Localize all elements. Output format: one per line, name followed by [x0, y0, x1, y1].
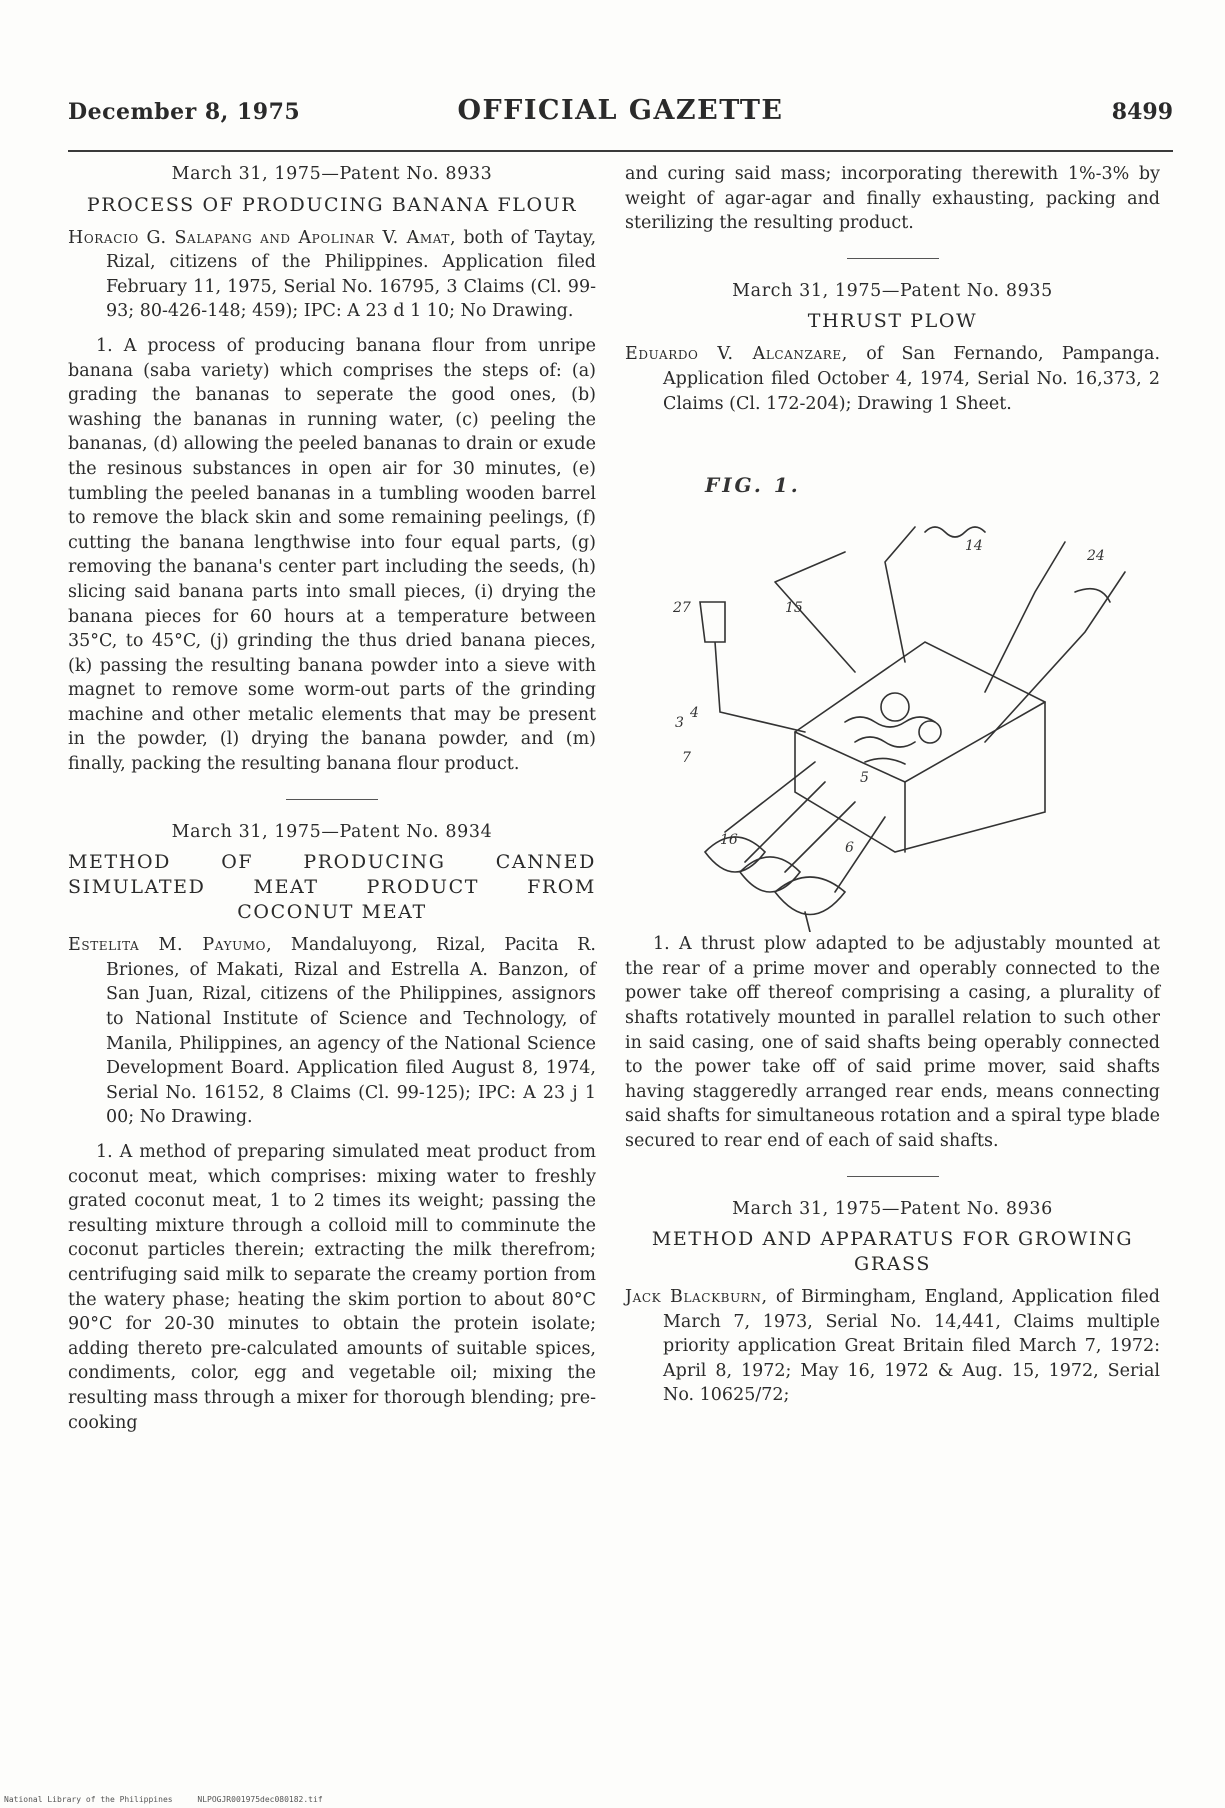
ref-numeral: 6	[845, 840, 854, 857]
patent-claim: 1. A method of preparing simulated meat product from coconut meat, which comprises: mixing water to freshly grated coconut meat, 1 to 2 times its weight; passing the resulting mixture through a colloid mill to comminute the coconut particles therein; extracting the milk therefrom; centrifuging said milk to separate the creamy portion from the watery phase; heating the skim portion to about 80°C 90°C for 20-30 minutes to obtain the protein isolate; adding thereto pre-calculated amounts of suitable spices, condiments, color, egg and vegetable oil; mixing the resulting mass through a mixer for thorough blending; pre-cooking	[68, 1142, 596, 1433]
patent-inventors: Horacio G. Salapang and Apolinar V. Amat,	[68, 227, 457, 248]
patent-details: of San Fernando, Pampanga. Application filed October 4, 1974, Serial No. 16,373, 2 Claims (Cl. 172-204); Drawing 1 Sheet.	[663, 344, 1161, 414]
arm-center	[885, 527, 915, 662]
patent-inventors: Jack Blackburn,	[625, 1287, 768, 1308]
footer-source: National Library of the Philippines	[4, 1795, 173, 1804]
ref-numeral: 4	[690, 705, 699, 722]
patent-8934	[68, 820, 596, 1435]
spring	[925, 527, 985, 537]
patent-meta	[625, 1285, 1160, 1408]
patent-date-line: March 31, 1975—Patent No. 8933	[171, 164, 493, 184]
patent-meta	[68, 933, 596, 1130]
ref-numeral: 15	[785, 600, 803, 617]
thrust-plow-drawing	[625, 432, 1160, 932]
patent-details: both of Taytay, Rizal, citizens of the Philippines. Application filed February 11, 1975, Serial No. 16795, 3 Claims (Cl. 99-93; 80-426-148; 459); IPC: A 23 d 1 10; No Drawing.	[106, 227, 597, 322]
patent-details: Mandaluyong, Rizal, Pacita R. Briones, of Makati, Rizal and Estrella A. Banzon, of San Juan, Rizal, citizens of the Philippines, assignors to National Institute of Science and Technology, of Manila, Philippines, an agency of the National Science Development Board. Application filed August 8, 1974, Serial No. 16152, 8 Claims (Cl. 99-125); IPC: A 23 j 1 00; No Drawing.	[106, 935, 596, 1128]
issue-date: December 8, 1975	[68, 99, 301, 125]
arm-far-right	[985, 572, 1125, 742]
patent-details: of Birmingham, England, Application filed March 7, 1973, Serial No. 14,441, Claims multiple priority application Great Britain filed March 7, 1972: April 8, 1972; May 16, 1972 & Aug. 15, 1972, Serial No. 10625/72;	[663, 1287, 1160, 1406]
shaft-1	[745, 782, 825, 862]
patent-claim: 1. A process of producing banana flour from unripe banana (saba variety) which comprises the steps of: (a) grading the bananas to seperate the good ones, (b) washing the bananas in running water, (c) peeling the bananas, (d) allowing the peeled bananas to drain or exude the resinous substances in open air for 30 minutes, (e) tumbling the peeled bananas in a tumbling wooden barrel to remove the black skin and some remaining peelings, (f) cutting the banana lengthwise into four equal parts, (g) removing the banana's center part including the seeds, (h) slicing said banana parts into small pieces, (i) drying the banana pieces for 60 hours at a temperature between 35°C, to 45°C, (j) grinding the thus dried banana pieces, (k) passing the resulting banana powder into a sieve with magnet to remove some worm-out parts of the grinding machine and other metalic elements that may be present in the powder, (l) drying the banana powder, and (m) finally, packing the resulting banana flour product.	[68, 335, 596, 775]
gear-circle	[881, 693, 909, 721]
blade-3	[775, 877, 845, 915]
blade-2	[740, 857, 800, 892]
left-column	[68, 162, 596, 1435]
patent-meta	[68, 226, 596, 324]
page-number: 8499	[1111, 99, 1173, 125]
shaft-4	[725, 762, 815, 832]
patent-figure	[625, 432, 1160, 932]
patent-title: METHOD AND APPARATUS FOR GROWING GRASS	[651, 1228, 1134, 1276]
patent-8936	[625, 1197, 1160, 1409]
publication-title: OFFICIAL GAZETTE	[457, 95, 784, 126]
ref-numeral: 3	[675, 715, 684, 732]
ref-numeral: 14	[965, 538, 983, 555]
ref-numeral: 16	[720, 832, 738, 849]
patent-date-line: March 31, 1975—Patent No. 8935	[732, 280, 1053, 301]
header-rule	[68, 150, 1173, 152]
ref-numeral: 24	[1087, 548, 1105, 565]
patent-claim-continued: and curing said mass; incorporating therewith 1%-3% by weight of agar-agar and finally exhausting, packing and sterilizing the resulting product.	[625, 164, 1160, 234]
right-column	[625, 162, 1160, 1418]
patent-8933	[68, 162, 596, 777]
ref-numeral: 7	[682, 750, 691, 767]
hitch-left	[700, 602, 805, 732]
page-header	[68, 95, 1173, 135]
figure-label: FIG. 1.	[705, 473, 801, 498]
patent-8935	[625, 279, 1160, 1154]
patent-claim: 1. A thrust plow adapted to be adjustably mounted at the rear of a prime mover and operably connected to the power take off thereof comprising a casing, a plurality of shafts rotatively mounted in parallel relation to such other in said casing, one of said shafts being operably connected to the power take off of said prime mover, said shafts having staggeredly arranged rear ends, means connecting said shafts for simultaneous rotation and a spiral type blade secured to rear end of each of said shafts.	[625, 934, 1160, 1151]
section-divider	[286, 799, 378, 800]
footer-filename: NLPOGJR001975dec080182.tif	[197, 1795, 323, 1804]
casing-top-edge	[795, 702, 1045, 782]
ref-numeral: 27	[673, 600, 691, 617]
patent-title: THRUST PLOW	[807, 310, 978, 333]
section-divider	[847, 258, 939, 259]
shaft-3	[835, 817, 885, 892]
patent-inventors: Estelita M. Payumo,	[68, 935, 273, 956]
patent-inventors: Eduardo V. Alcanzare,	[625, 344, 848, 365]
patent-meta	[625, 342, 1160, 416]
patent-title: METHOD OF PRODUCING CANNED SIMULATED MEAT PRODUCT FROM COCONUT MEAT	[68, 851, 596, 924]
section-divider	[847, 1176, 939, 1177]
hitch-right	[1075, 589, 1110, 602]
casing-outline	[795, 642, 1045, 852]
gear-circle-2	[919, 721, 941, 743]
scan-footer	[4, 1795, 343, 1804]
patent-date-line: March 31, 1975—Patent No. 8936	[732, 1198, 1053, 1219]
patent-date-line: March 31, 1975—Patent No. 8934	[171, 821, 493, 842]
arm-right	[985, 542, 1065, 692]
patent-title: PROCESS OF PRODUCING BANANA FLOUR	[86, 193, 578, 216]
ref-numeral: 5	[860, 770, 869, 787]
